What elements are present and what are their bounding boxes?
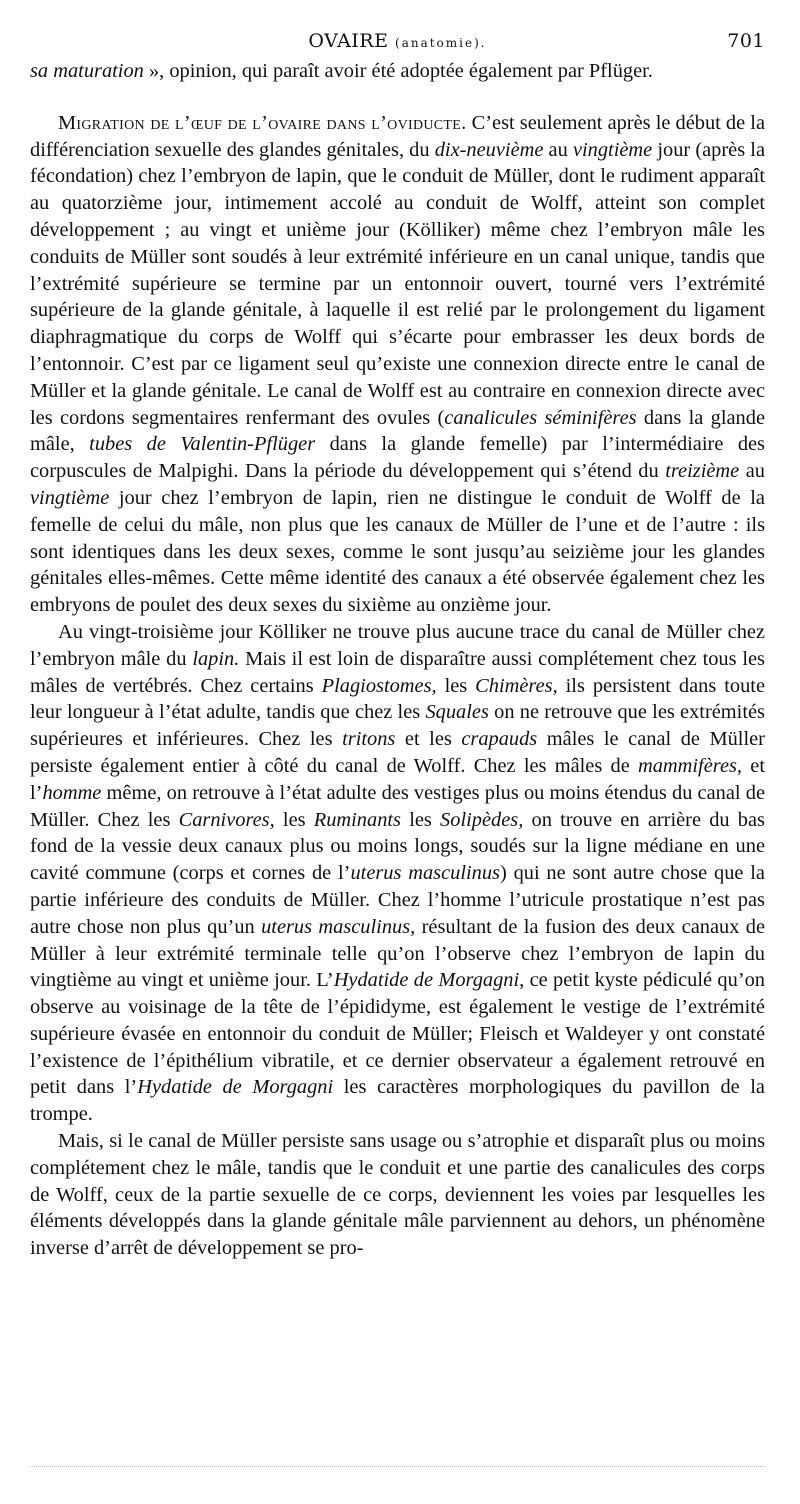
page-number: 701 bbox=[727, 30, 765, 52]
paragraph bbox=[30, 619, 765, 1128]
text-run: jour chez l’embryon de lapin, rien ne distingue le conduit de Wolff de la femelle de celui du mâle, non plus que les canaux de Müller de l’une et de l’autre : ils sont identiques dans les deux sexes, comme le sont jusqu’au seizième jour les glandes génitales elles-mêmes. Cette même identité des canaux a été observée également chez les embryons de poulet des deux sexes du sixième au onzième jour. bbox=[30, 486, 765, 617]
text-run: les bbox=[436, 674, 476, 697]
running-head bbox=[30, 30, 765, 58]
text-run: jour (après la fécondation) chez l’embryon de lapin, que le conduit de Müller, dont le rudiment apparaît au quatorzième jour, intimement accolé au conduit de Wolff, atteint son complet développement ; au vingt et unième jour (Kölliker) même chez l’embryon mâle les conduits de Müller sont soudés à leur extrémité inférieure en un canal unique, tandis que l’extrémité supérieure se termine par un entonnoir ouvert, tourné vers l’extrémité supérieure de la glande génitale, à laquelle il est relié par le prolongement du ligament diaphragmatique du corps de Wolff qui s’écarte pour embrasser les deux bords de l’entonnoir. C’est par ce ligament seul qu’existe une connexion directe entre le canal de Müller et la glande génitale. Le canal de Wolff est au contraire en connexion directe avec les cordons segmentaires renfermant des ovules ( bbox=[30, 138, 765, 429]
italic-text: uterus masculinus bbox=[350, 862, 500, 885]
text-run: les bbox=[401, 808, 441, 831]
italic-text: Solipèdes, bbox=[440, 808, 524, 831]
text-run: même, on retrouve à l’état adulte des vestiges plus ou moins étendus du canal de Müller. Chez les bbox=[30, 781, 765, 831]
text-run: les caractères morphologiques du pavillon de la trompe. bbox=[30, 1076, 765, 1126]
italic-text: Ruminants bbox=[313, 808, 401, 831]
text-run: et l’ bbox=[30, 754, 765, 804]
text-run: et les bbox=[395, 728, 462, 751]
book-page bbox=[30, 30, 765, 1262]
italic-text: tritons bbox=[342, 728, 396, 751]
text-run: on ne retrouve que les extrémités supérieures et inférieures. Chez les bbox=[30, 701, 765, 751]
text-run: on trouve en arrière du bas fond de la vessie deux canaux plus ou moins longs, soudés sur la ligne médiane en une cavité commune (corps et cornes de l’ bbox=[30, 808, 765, 885]
italic-text: uterus masculinus, bbox=[261, 915, 416, 938]
italic-text: sa maturation bbox=[30, 60, 144, 82]
running-title bbox=[30, 30, 765, 52]
text-run: dans la glande mâle, bbox=[30, 406, 765, 456]
italic-text: tubes de Valentin-Pflüger bbox=[89, 433, 316, 456]
italic-text: treizième bbox=[665, 460, 740, 483]
text-run: au bbox=[543, 138, 573, 161]
paragraph bbox=[30, 58, 765, 85]
text-run: Mais il est loin de disparaître aussi complétement chez tous les mâles de vertébrés. Chez certains bbox=[30, 647, 765, 697]
italic-text: Hydatide de Morgagni bbox=[137, 1076, 334, 1099]
footer-rule bbox=[30, 1466, 765, 1468]
section-heading: Migration de l’œuf de l’ovaire dans l’oviducte. bbox=[58, 111, 467, 134]
text-run: ils persistent dans toute leur longueur à l’état adulte, tandis que chez les bbox=[30, 674, 765, 724]
italic-text: dix-neuvième bbox=[434, 138, 544, 161]
italic-text: Plagiostomes, bbox=[321, 674, 437, 697]
text-run: ce petit kyste pédiculé qu’on observe au voisinage de la tête de l’épididyme, est également le vestige de l’extrémité supérieure évasée en entonnoir du conduit de Müller; Fleisch et Waldeyer y ont constaté l’existence de l’épithélium vibratile, et ce dernier observateur a également retrouvé en petit dans l’ bbox=[30, 969, 765, 1099]
running-title-subject: (anatomie). bbox=[395, 36, 487, 50]
text-run: résultant de la fusion des deux canaux de Müller à leur extrémité terminale telle qu’on l’observe chez l’embryon de lapin du vingtième au vingt et unième jour. L’ bbox=[30, 915, 765, 992]
text-run: les bbox=[274, 808, 314, 831]
italic-text: lapin. bbox=[192, 647, 240, 670]
italic-text: Squales bbox=[425, 701, 489, 724]
italic-text: Hydatide de Morgagni, bbox=[333, 969, 525, 992]
text-run: C’est seulement après le début de la différenciation sexuelle des glandes génitales, du bbox=[30, 111, 765, 161]
italic-text: vingtième bbox=[572, 138, 653, 161]
italic-text: homme bbox=[42, 781, 102, 804]
text-run: Au vingt-troisième jour Kölliker ne trouve plus aucune trace du canal de Müller chez l’embryon mâle du bbox=[30, 620, 765, 670]
italic-text: mammifères, bbox=[638, 754, 743, 777]
italic-text: Chimères, bbox=[475, 674, 558, 697]
running-title-main: OVAIRE bbox=[308, 30, 389, 52]
text-run: au bbox=[739, 460, 765, 483]
text-run: dans la glande femelle) par l’intermédiaire des corpuscules de Malpighi. Dans la période du développement qui s’étend du bbox=[30, 433, 765, 483]
paragraph bbox=[30, 110, 765, 619]
paragraph bbox=[30, 1128, 765, 1262]
text-run: », opinion, qui paraît avoir été adoptée également par Pflüger. bbox=[143, 60, 653, 82]
italic-text: Carnivores, bbox=[178, 808, 275, 831]
text-run: Mais, si le canal de Müller persiste sans usage ou s’atrophie et disparaît plus ou moins complétement chez le mâle, tandis que le conduit et une partie des canalicules des corps de Wolff, ceux de la partie sexuelle de ce corps, deviennent les voies par lesquelles les éléments développés dans la glande génitale mâle parviennent au dehors, un phénomène inverse d’arrêt de développement se pro- bbox=[30, 1130, 765, 1260]
italic-text: vingtième bbox=[30, 486, 110, 509]
text-run: mâles le canal de Müller persiste également entier à côté du canal de Wolff. Chez les mâles de bbox=[30, 728, 765, 777]
body-text bbox=[30, 58, 765, 1262]
text-run: ) qui ne sont autre chose que la partie inférieure des conduits de Müller. Chez l’homme l’utricule prostatique n’est pas autre chose non plus qu’un bbox=[30, 862, 765, 938]
italic-text: canalicules séminifères bbox=[444, 406, 637, 429]
italic-text: crapauds bbox=[461, 728, 538, 751]
